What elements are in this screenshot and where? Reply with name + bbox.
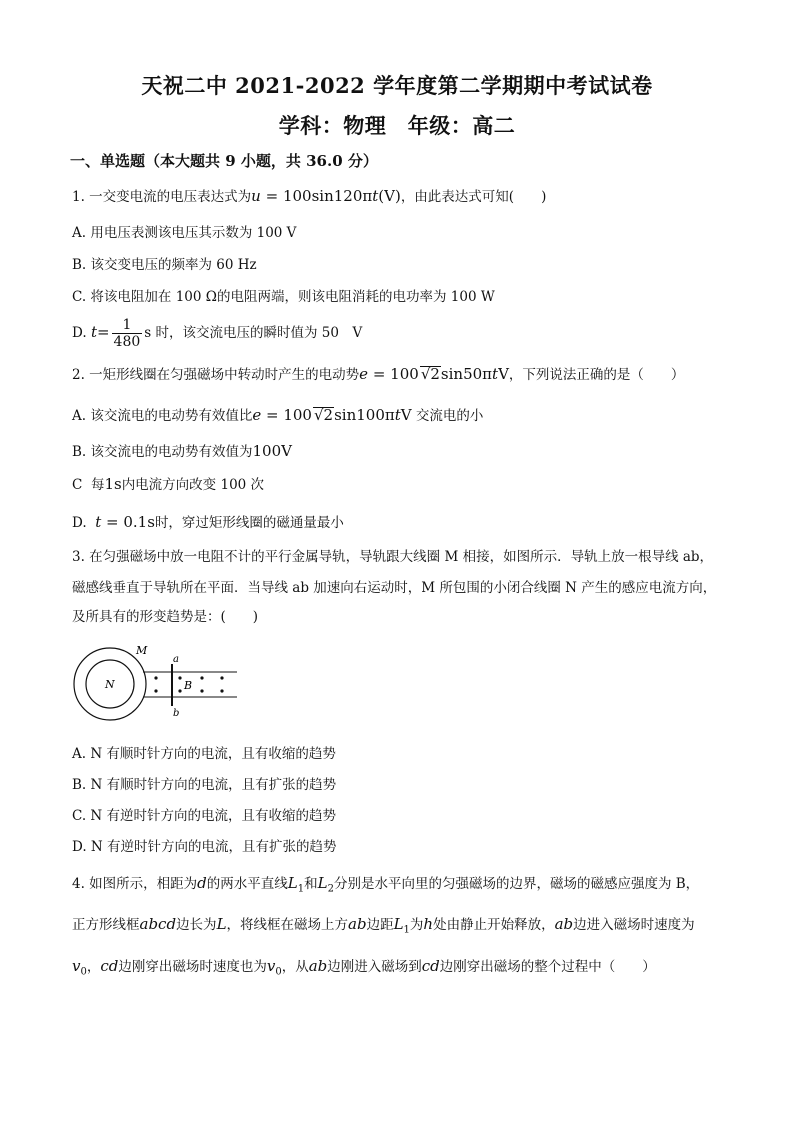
q3-stem-line1: 3. 在匀强磁场中放一电阻不计的平行金属导轨，导轨跟大线圈 M 相接，如图所示．导轨上放一根导线 ab， — [72, 549, 714, 565]
q3-option-d: D. N 有逆时针方向的电流，且有扩张的趋势 — [72, 839, 337, 855]
field-dot — [200, 689, 203, 692]
q2-stem: 2. 一矩形线圈在匀强磁场中转动时产生的电动势e = 100 √2sin50πtV，下列说法正确的是（ ） — [72, 365, 685, 383]
q1-option-d: D. t= $\frac{1}{480}$ s 时，该交流电压的瞬时值为 50 V — [72, 317, 363, 350]
field-dot — [200, 676, 203, 679]
field-dot — [220, 689, 223, 692]
q3-option-a: A. N 有顺时针方向的电流，且有收缩的趋势 — [72, 746, 336, 762]
label-m: M — [136, 644, 148, 657]
q3-option-c: C. N 有逆时针方向的电流，且有收缩的趋势 — [72, 808, 337, 824]
label-b: b — [173, 708, 180, 719]
q3-stem-line3: 及所具有的形变趋势是：( ) — [72, 609, 259, 625]
q2-option-c: C 每1s内电流方向改变 100 次 — [72, 475, 265, 493]
q1-option-c: C. 将该电阻加在 100 Ω的电阻两端，则该电阻消耗的电功率为 100 W — [72, 289, 495, 305]
label-field-b: B — [184, 679, 193, 692]
q1-option-b: B. 该交变电压的频率为 60 Hz — [72, 257, 257, 273]
sqrt: √2 — [313, 406, 334, 424]
exam-subtitle: 学科：物理 年级：高二 — [278, 113, 516, 138]
q4-stem-line2: 正方形线框abcd边长为L，将线框在磁场上方ab边距$L_1$为h处由静止开始释放，ab边进入磁场时速度为 — [72, 915, 695, 936]
q1-stem: 1. 一交变电流的电压表达式为u = 100sin120πt(V)，由此表达式可知( ) — [72, 187, 547, 205]
section-heading: 一、单选题（本大题共 9 小题，共 36.0 分） — [70, 152, 378, 170]
q3-stem-line2: 磁感线垂直于导轨所在平面．当导线 ab 加速向右运动时，M 所包围的小闭合线圈 N 产生的感应电流方向， — [72, 580, 717, 596]
q4-stem-line1: 4. 如图所示，相距为d的两水平直线$L_1$和$L_2$分别是水平向里的匀强磁场的边界，磁场的磁感应强度为 B， — [72, 874, 700, 895]
exam-title: 天祝二中 2021-2022 学年度第二学期期中考试试卷 — [141, 73, 653, 98]
q4-stem-line3: $v_0$，cd边刚穿出磁场时速度也为$v_0$，从ab边刚进入磁场到cd边刚穿出磁场的整个过程中（ ） — [72, 957, 656, 978]
q2-option-d: D. t = 0.1s时，穿过矩形线圈的磁通量最小 — [72, 513, 344, 531]
field-dot — [178, 689, 181, 692]
q3-figure-coil-and-rails — [72, 642, 242, 724]
field-dot — [154, 689, 157, 692]
label-n: N — [105, 678, 115, 691]
label-a: a — [173, 654, 179, 665]
q3-option-b: B. N 有顺时针方向的电流，且有扩张的趋势 — [72, 777, 337, 793]
sqrt: √2 — [420, 365, 440, 383]
q2-option-a: A. 该交流电的电动势有效值比e = 100 √2sin100πtV 交流电的小 — [72, 406, 484, 424]
fraction: $\frac{1}{480}$ — [113, 317, 141, 350]
q1-option-a: A. 用电压表测该电压其示数为 100 V — [72, 225, 297, 241]
q2-option-b: B. 该交流电的电动势有效值为100V — [72, 442, 292, 460]
field-dot — [178, 676, 181, 679]
field-dot — [220, 676, 223, 679]
field-dot — [154, 676, 157, 679]
